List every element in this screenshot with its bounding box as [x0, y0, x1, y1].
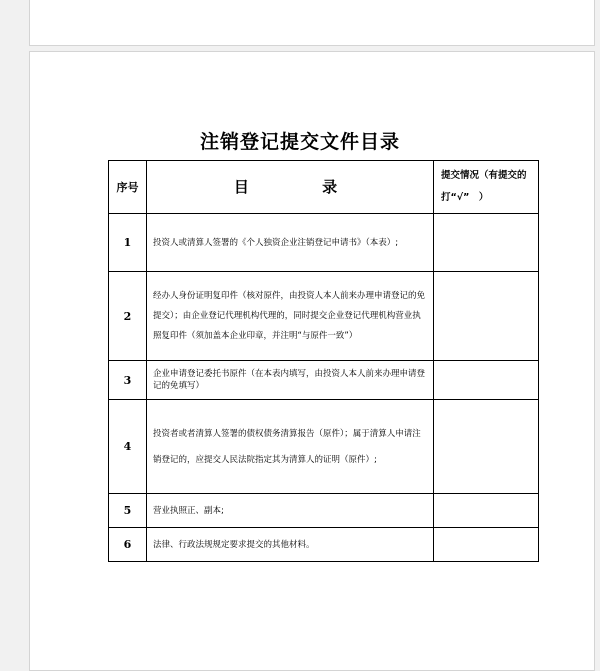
- row-status[interactable]: [434, 494, 539, 528]
- file-list-table: [108, 160, 539, 562]
- table-row: [109, 494, 539, 528]
- row-status[interactable]: [434, 400, 539, 494]
- table-row: [109, 361, 539, 400]
- row-status[interactable]: [434, 361, 539, 400]
- row-text: 营业执照正、副本;: [147, 494, 434, 528]
- table-header-row: [109, 161, 539, 214]
- header-num: 序号: [109, 161, 147, 214]
- row-text: 投资人或清算人签署的《个人独资企业注销登记申请书》（本表）;: [147, 214, 434, 272]
- header-item: 目 录: [147, 161, 434, 214]
- table-row: [109, 400, 539, 494]
- document-title: 注销登记提交文件目录: [199, 131, 400, 153]
- row-num: 3: [109, 361, 147, 400]
- row-text: 法律、行政法规规定要求提交的其他材料。: [147, 528, 434, 562]
- row-num: 5: [109, 494, 147, 528]
- previous-page: [29, 0, 595, 46]
- row-text: 投资者或者清算人签署的债权债务清算报告（原件）；属于清算人申请注销登记的，应提交人民法院指定其为清算人的证明（原件）;: [147, 400, 434, 494]
- row-num: 4: [109, 400, 147, 494]
- row-text: 企业申请登记委托书原件（在本表内填写，由投资人本人前来办理申请登记的免填写）: [147, 361, 434, 400]
- header-status: 提交情况（有提交的打“√” ）: [434, 161, 539, 214]
- table-row: [109, 528, 539, 562]
- row-status[interactable]: [434, 272, 539, 361]
- table-row: [109, 214, 539, 272]
- row-status[interactable]: [434, 214, 539, 272]
- row-num: 2: [109, 272, 147, 361]
- row-num: 1: [109, 214, 147, 272]
- row-text: 经办人身份证明复印件（核对原件，由投资人本人前来办理申请登记的免提交）；由企业登记代理机构代理的，同时提交企业登记代理机构营业执照复印件（须加盖本企业印章，并注明“与原件一致”）: [147, 272, 434, 361]
- row-status[interactable]: [434, 528, 539, 562]
- row-num: 6: [109, 528, 147, 562]
- table-row: [109, 272, 539, 361]
